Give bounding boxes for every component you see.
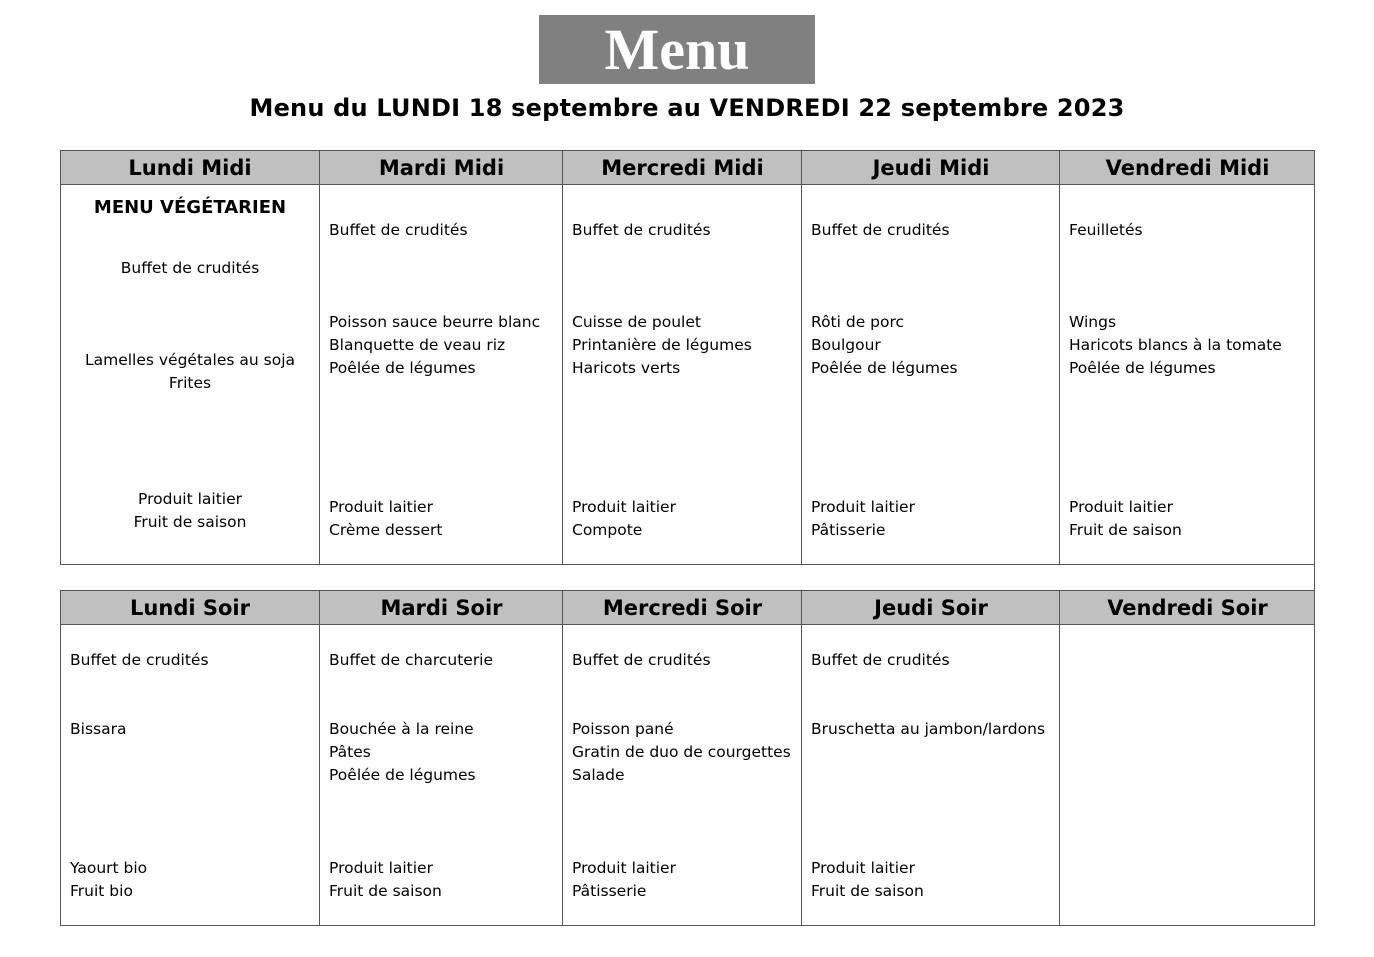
lundi-midi-dessert: Produit laitier Fruit de saison <box>133 490 247 531</box>
lundi-midi-plat: Lamelles végétales au soja Frites <box>84 351 296 392</box>
menu-title-banner <box>539 15 815 84</box>
lundi-soir-header: Lundi Soir <box>130 596 250 620</box>
mardi-soir-column <box>319 591 562 925</box>
mercredi-midi-plat: Cuisse de poulet Printanière de légumes Haricots verts <box>572 313 752 377</box>
mardi-midi-dessert: Produit laitier Crème dessert <box>329 498 443 539</box>
jeudi-soir-plat: Bruschetta au jambon/lardons <box>811 720 1046 738</box>
vendredi-midi-column <box>1059 151 1314 564</box>
mardi-midi-entree: Buffet de crudités <box>329 221 468 239</box>
jeudi-soir-dessert: Produit laitier Fruit de saison <box>811 859 924 900</box>
jeudi-midi-plat: Rôti de porc Boulgour Poêlée de légumes <box>811 313 958 377</box>
mardi-soir-entree: Buffet de charcuterie <box>329 651 494 669</box>
lundi-soir-dessert: Yaourt bio Fruit bio <box>70 859 148 900</box>
lundi-soir-column <box>61 591 319 925</box>
mercredi-soir-entree: Buffet de crudités <box>572 651 711 669</box>
soir-menu-table <box>60 590 1315 926</box>
mercredi-soir-plat: Poisson pané Gratin de duo de courgettes Salade <box>572 720 791 784</box>
vendredi-midi-entree: Feuilletés <box>1069 221 1143 239</box>
jeudi-soir-entree: Buffet de crudités <box>811 651 950 669</box>
mardi-soir-dessert: Produit laitier Fruit de saison <box>329 859 442 900</box>
vendredi-soir-header: Vendredi Soir <box>1107 596 1268 620</box>
mardi-midi-column <box>319 151 562 564</box>
mardi-soir-plat: Bouchée à la reine Pâtes Poêlée de légumes <box>329 720 476 784</box>
lundi-midi-header: Lundi Midi <box>128 156 252 180</box>
mercredi-midi-header: Mercredi Midi <box>601 156 764 180</box>
mercredi-soir-dessert: Produit laitier Pâtisserie <box>572 859 676 900</box>
jeudi-soir-column <box>801 591 1059 925</box>
vendredi-midi-dessert: Produit laitier Fruit de saison <box>1069 498 1182 539</box>
lundi-midi-entree: Buffet de crudités <box>120 259 260 277</box>
lundi-soir-plat: Bissara <box>70 720 127 738</box>
jeudi-midi-dessert: Produit laitier Pâtisserie <box>811 498 915 539</box>
vegetarian-badge: MENU VÉGÉTARIEN <box>93 197 287 218</box>
page-title: Menu <box>604 16 750 82</box>
table-gap-divider <box>1314 564 1315 591</box>
mardi-midi-plat: Poisson sauce beurre blanc Blanquette de veau riz Poêlée de légumes <box>329 313 541 377</box>
mercredi-midi-dessert: Produit laitier Compote <box>572 498 676 539</box>
week-subtitle: Menu du LUNDI 18 septembre au VENDREDI 22 septembre 2023 <box>249 94 1125 122</box>
jeudi-midi-entree: Buffet de crudités <box>811 221 950 239</box>
lundi-soir-entree: Buffet de crudités <box>70 651 209 669</box>
lundi-midi-column <box>61 151 319 564</box>
vendredi-midi-header: Vendredi Midi <box>1105 156 1270 180</box>
vendredi-midi-plat: Wings Haricots blancs à la tomate Poêlée de légumes <box>1069 313 1282 377</box>
jeudi-soir-header: Jeudi Soir <box>874 596 988 620</box>
mercredi-soir-header: Mercredi Soir <box>602 596 763 620</box>
mardi-midi-header: Mardi Midi <box>378 156 505 180</box>
mardi-soir-header: Mardi Soir <box>380 596 503 620</box>
midi-menu-table <box>60 150 1315 565</box>
jeudi-midi-header: Jeudi Midi <box>872 156 990 180</box>
mercredi-soir-column <box>562 591 801 925</box>
jeudi-midi-column <box>801 151 1059 564</box>
mercredi-midi-column <box>562 151 801 564</box>
mercredi-midi-entree: Buffet de crudités <box>572 221 711 239</box>
vendredi-soir-column <box>1059 591 1314 925</box>
